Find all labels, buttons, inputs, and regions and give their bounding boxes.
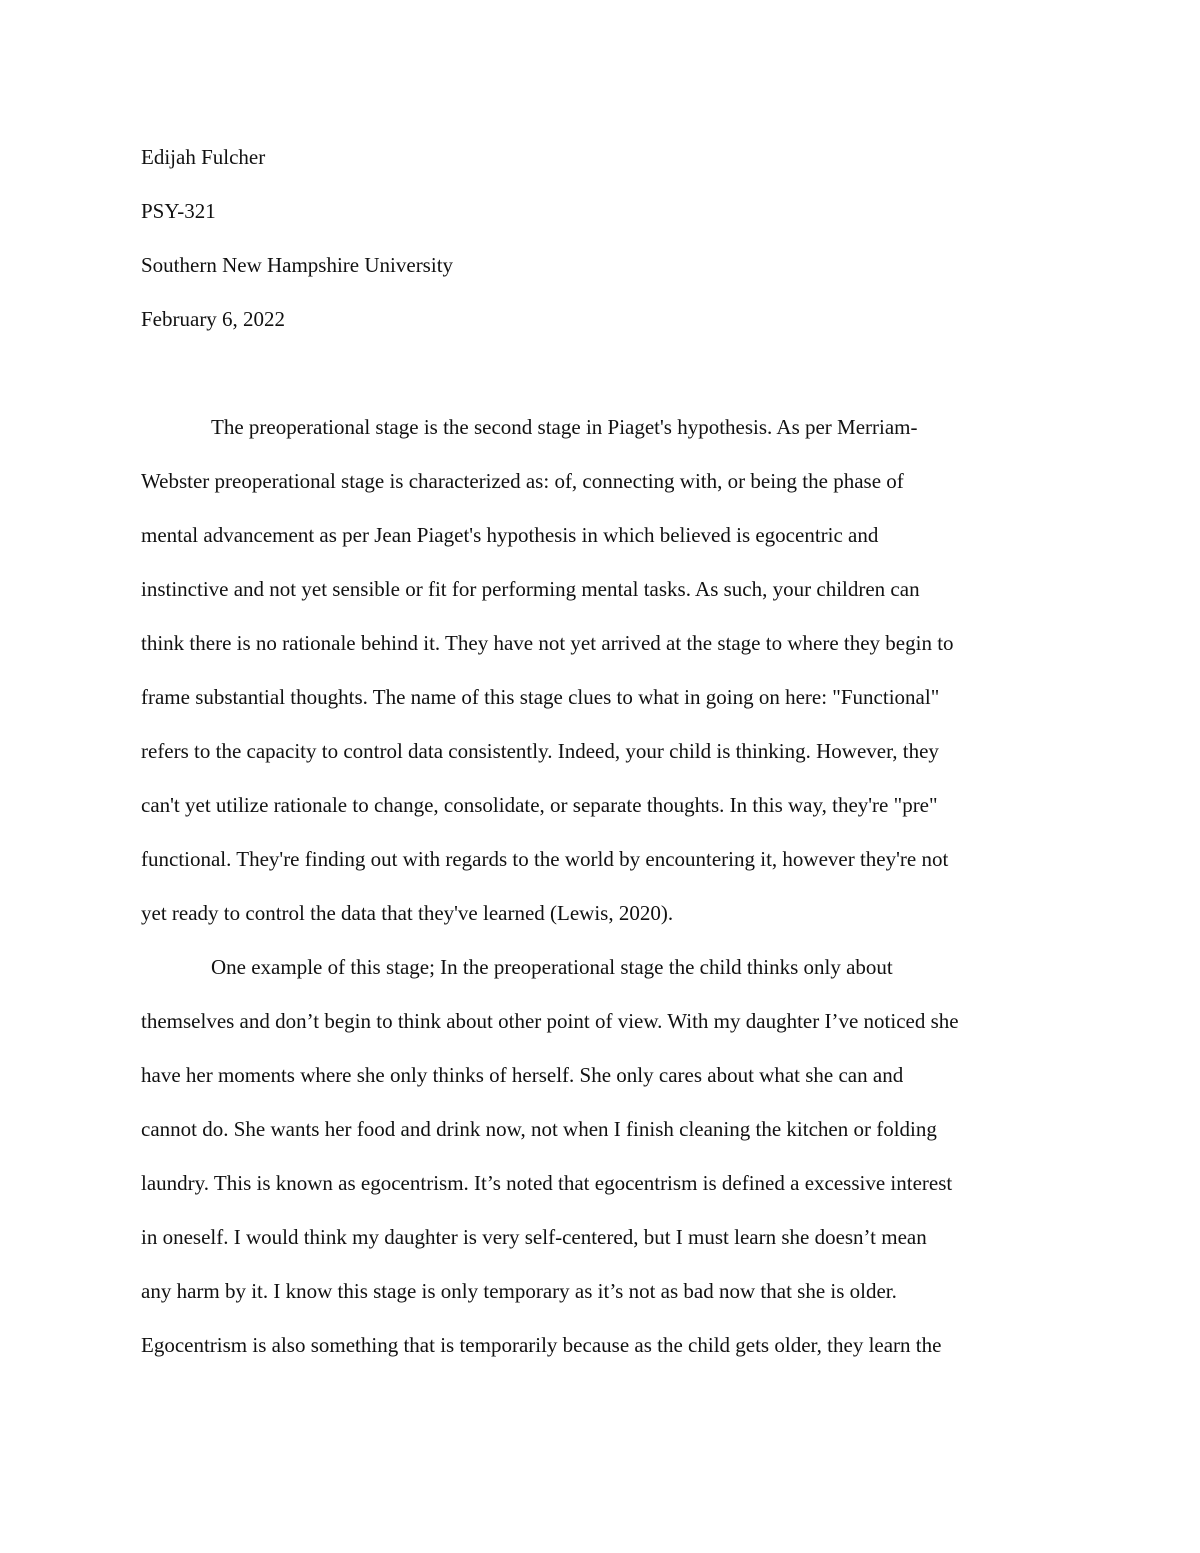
paragraph-2-line: themselves and don’t begin to think about other point of view. With my daughter I’ve noticed she xyxy=(141,1009,959,1033)
author-name: Edijah Fulcher xyxy=(141,145,266,169)
paragraph-1-line: frame substantial thoughts. The name of this stage clues to what in going on here: "Functional" xyxy=(141,685,940,709)
paragraph-1-line: refers to the capacity to control data consistently. Indeed, your child is thinking. However, they xyxy=(141,739,939,763)
paragraph-2-line: in oneself. I would think my daughter is very self-centered, but I must learn she doesn’t mean xyxy=(141,1225,927,1249)
paragraph-1-line: yet ready to control the data that they've learned (Lewis, 2020). xyxy=(141,901,674,925)
institution-name: Southern New Hampshire University xyxy=(141,253,454,277)
paragraph-1-line: functional. They're finding out with regards to the world by encountering it, however they're not xyxy=(141,847,949,871)
paragraph-2-line: Egocentrism is also something that is temporarily because as the child gets older, they learn the xyxy=(141,1333,942,1357)
paragraph-2-line: laundry. This is known as egocentrism. It’s noted that egocentrism is defined a excessive interest xyxy=(141,1171,953,1195)
paragraph-1-line: instinctive and not yet sensible or fit for performing mental tasks. As such, your children can xyxy=(141,577,920,601)
course-code: PSY-321 xyxy=(141,199,216,223)
submission-date: February 6, 2022 xyxy=(141,307,286,331)
paragraph-2-line: any harm by it. I know this stage is only temporary as it’s not as bad now that she is older. xyxy=(141,1279,897,1303)
paragraph-2-line: cannot do. She wants her food and drink now, not when I finish cleaning the kitchen or folding xyxy=(141,1117,937,1141)
paragraph-1-line: Webster preoperational stage is characterized as: of, connecting with, or being the phase of xyxy=(141,469,904,493)
paragraph-1-line: The preoperational stage is the second stage in Piaget's hypothesis. As per Merriam- xyxy=(211,415,918,439)
paragraph-1-line: can't yet utilize rationale to change, consolidate, or separate thoughts. In this way, they're "pre" xyxy=(141,793,938,817)
paragraph-1-line: think there is no rationale behind it. They have not yet arrived at the stage to where they begin to xyxy=(141,631,954,655)
paragraph-1-line: mental advancement as per Jean Piaget's hypothesis in which believed is egocentric and xyxy=(141,523,879,547)
paragraph-2-line: have her moments where she only thinks of herself. She only cares about what she can and xyxy=(141,1063,904,1087)
paragraph-2-line: One example of this stage; In the preoperational stage the child thinks only about xyxy=(211,955,893,979)
